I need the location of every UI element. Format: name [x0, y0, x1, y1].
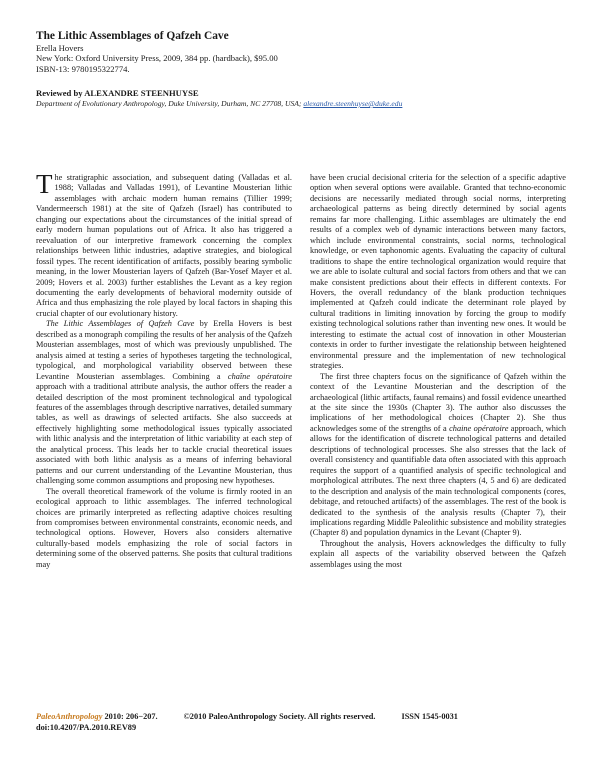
drop-cap: T [36, 169, 53, 199]
issn: ISSN 1545-0031 [401, 712, 458, 721]
term-italic: chaine opératoire [449, 423, 509, 433]
reviewer: Reviewed by ALEXANDRE STEENHUYSE [36, 87, 199, 98]
paragraph [310, 173, 566, 372]
paragraph [36, 319, 292, 486]
publisher-info: New York: Oxford University Press, 2009, 384 pp. (hardback), $95.00 [36, 53, 278, 64]
paragraph [310, 372, 566, 539]
book-author: Erella Hovers [36, 43, 84, 53]
paragraph [310, 539, 566, 570]
reviewer-email-link[interactable]: alexandre.steenhuyse@duke.edu [303, 98, 403, 108]
paragraph-text: approach, which allows for the identification of discrete technological patterns and detailed descriptions of technological processes. She also stresses that the lack of overall consistency and quantifiable data often associated with this approach requires the support of a quantified analysis of specific technological and morphological attributes. The next three chapters (4, 5 and 6) are dedicated to the description and analysis of the main technological components (cores, debitage, and retouched artifacts) of the assemblages. The rest of the book is dedicated to the synthesis of the analysis results (Chapter 7), their implications regarding Middle Paleolithic subsistence and mobility strategies (Chapter 8) and population dynamics in the Levant (Chapter 9). [310, 423, 567, 538]
isbn: ISBN-13: 9780195322774. [36, 63, 130, 74]
page-footer [36, 711, 566, 733]
reviewer-affiliation [36, 99, 566, 109]
paragraph-text: The overall theoretical framework of the volume is firmly rooted in an ecological approach to lithic assemblages. The inferred technological choices are primarily interpreted as reflecting adaptive choices resulting from compromises between environmental constraints, economic needs, and technological options. However, Hovers also considers alternative culturally-based models emphasizing the role of social factors in determining some of the observed patterns. She posits that cultural traditions may [36, 486, 292, 569]
term-italic: chaîne opératoire [227, 371, 292, 381]
body-columns [36, 169, 567, 570]
right-column [310, 173, 566, 570]
paragraph [36, 487, 292, 571]
paragraph-text: The first three chapters focus on the significance of Qafzeh within the context of the Levantine Mousterian and the description of the archaeological (lithic artifacts, faunal remains) and fossil evidence unearthed at the site since the 1930s (Chapter 3). The author also discusses the implications of her methodological choices (Chapter 2). She thus acknowledges some of the strengths of a [310, 371, 566, 433]
journal-name: PaleoAnthropology [36, 712, 103, 721]
department: Department of Evolutionary Anthropology, Duke University, Durham, NC 27708, USA; [36, 98, 302, 108]
paragraph-text: approach with a traditional attribute analysis, the author offers the reader a detailed description of the most prominent technological and typological features of the assemblages through descriptive narratives, detailed summary tables, as well as drawings of selected artifacts. She also succeeds at effectively highlighting some methodological issues typically associated with lithic analysis and the interpretation of lithic variability at each step of the analytical process. This leads her to tackle crucial theoretical issues associated with both lithic analysis as a means of inferring behavioral patterns and our current understanding of the Levantine Mousterian, thus challenging some common assumptions and proposing new hypotheses. [36, 382, 292, 486]
citation: 2010: 206−207. [102, 712, 158, 721]
book-title: The Lithic Assemblages of Qafzeh Cave [36, 30, 229, 42]
paragraph-text: by Erella Hovers is best described as a monograph compiling the results of her analysis of the Qafzeh Mousterian assemblages, most of which was previously unpublished. The analysis aimed at testing a series of hypotheses targeting the technological, typological, and morphological variability observed between these Levantine Mousterian assemblages. Combining a [36, 319, 292, 381]
paragraph-text: he stratigraphic association, and subsequent dating (Valladas et al. 1988; Valladas and Valladas 1991), of Levantine Mousterian lithic assemblages with archaic modern human remains (Tillier 1999; Vandermeersch 1981) at the site of Qafzeh (Israel) has contributed to changing our expectations about the circumstances of the initial spread of early modern human populations out of Africa. It also has triggered a reevaluation of our interpretive framework concerning the complex relationships between lithic industries, adaptive strategies, and biological fossil types. The recent identification of artifacts, possibly bearing symbolic meaning, in the lower Mousterian layers of Qafzeh (Bar-Yosef Mayer et al. 2009; Hovers et al. 2003) further establishes the Levant as a key region documenting the early developments of behavioral modernity outside of Africa and thus emphasizing the role played by local factors in shaping this crucial chapter of our evolutionary history. [36, 173, 292, 318]
book-title-italic: The Lithic Assemblages of Qafzeh Cave [46, 319, 195, 329]
doi: doi:10.4207/PA.2010.REV89 [36, 723, 137, 732]
paragraph-text: Throughout the analysis, Hovers acknowledges the difficulty to fully explain all aspects of the variability observed between the Qafzeh assemblages using the most [310, 538, 566, 569]
paragraph-text: have been crucial decisional criteria for the selection of a specific adaptive option when several options were available. Granted that techno-economic decisions are necessarily mediated through social norms, interpreting archaeological patterns as being directly determined by social agents remains far more challenging. Lithic assemblages are ultimately the end results of a complex web of dynamic interactions between many factors, which include environmental constraints, social norms, technological knowledge, or even taphonomic agents. Evaluating the capacity of cultural traditions to shape the entire technological organization would require that we are able to isolate cultural and social factors from others and that we can make consistent predictions about their effects in different contexts. For Hovers, the overall redundancy of the blank production techniques implemented at Qafzeh could indicate the determinant role played by cultural traditions in limiting innovation by forcing the group to modify existing technological solutions rather than inventing new ones. It would be interesting to estimate the actual cost of innovation in other Mousterian contexts in order to further investigate the relationship between heightened environmental pressure and the implementation of new technological strategies. [310, 173, 566, 371]
paragraph [36, 169, 292, 319]
review-header [36, 30, 567, 569]
copyright: ©2010 PaleoAnthropology Society. All rights reserved. [183, 712, 376, 721]
left-column [36, 169, 292, 570]
